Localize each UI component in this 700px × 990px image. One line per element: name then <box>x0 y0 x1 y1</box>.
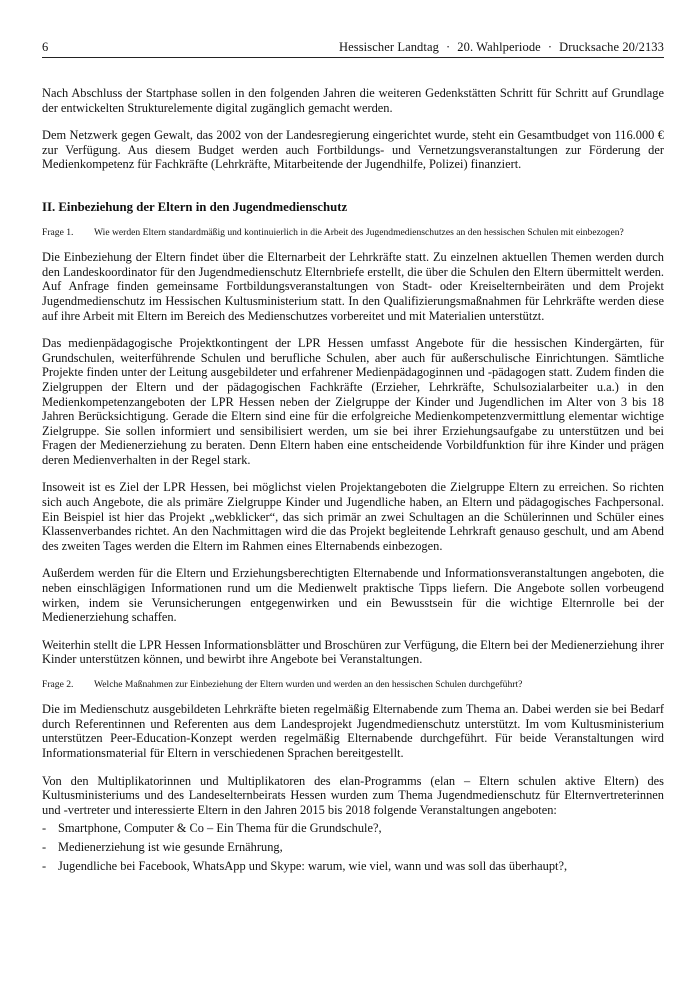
header-separator: · <box>547 40 553 54</box>
page-number: 6 <box>42 40 49 54</box>
legislative-period: 20. Wahlperiode <box>457 40 541 54</box>
paragraph: Die im Medienschutz ausgebildeten Lehrkräfte bieten regelmäßig Elternabende zum Thema an. Dabei werden sie bei Bedarf durch Referentinnen und Referenten aus dem Landesprojekt Jugendmedienschutz unterstützt. Im vom Kultusministerium unterstützen Peer-Education-Konzept werden regelmäßig Elternabende durchgeführt. Für beide Veranstaltungen wird Informationsmaterial für Eltern in verschiedenen Sprachen bereitgestellt. <box>42 702 664 760</box>
dash-bullet: - <box>42 858 47 873</box>
paragraph: Weiterhin stellt die LPR Hessen Informationsblätter und Broschüren zur Verfügung, die Eltern bei der Medienerziehung ihrer Kinder unterstützen können, und bewirbt ihre Angebote bei Veranstaltungen. <box>42 637 664 667</box>
question-1 <box>42 227 664 238</box>
list-item <box>42 859 664 874</box>
question-2 <box>42 679 664 690</box>
list-item-text: Jugendliche bei Facebook, WhatsApp und Skype: warum, wie viel, wann und was soll das überhaupt?, <box>58 858 568 873</box>
list-item <box>42 840 664 855</box>
paragraph: Außerdem werden für die Eltern und Erziehungsberechtigten Elternabende und Informationsveranstaltungen angeboten, die neben einschlägigen Informationen rund um die Medienwelt praktische Tipps liefern. Die Angebote sollen vorbeugend wirken, indem sie Verunsicherungen entgegenwirken und ein Bewusstsein für die wichtige Elternrolle bei der Medienerziehung schaffen. <box>42 566 664 625</box>
question-label: Frage 2. <box>42 679 74 691</box>
paragraph: Dem Netzwerk gegen Gewalt, das 2002 von der Landesregierung eingerichtet wurde, steht ein Gesamtbudget von 116.000 € zur Verfügung. Aus diesem Budget werden auch Fortbildungs- und Vernetzungsveranstaltungen zur Förderung der Medienkompetenz für Fachkräfte (Lehrkräfte, Mitarbeitende der Jugendhilfe, Polizei) finanziert. <box>42 128 664 172</box>
header-separator: · <box>445 40 451 54</box>
event-list <box>42 821 664 873</box>
document-number: Drucksache 20/2133 <box>559 40 664 54</box>
list-item-text: Smartphone, Computer & Co – Ein Thema für die Grundschule?, <box>58 821 382 836</box>
paragraph: Die Einbeziehung der Eltern findet über die Elternarbeit der Lehrkräfte statt. Zu einzelnen aktuellen Themen werden durch den Landeskoordinator für den Jugendmedienschutz Elternbriefe erstellt, die über die Schulen den Eltern übermittelt werden. Auf Anfrage finden gemeinsame Fortbildungsveranstaltungen von Stadt- oder Kreiselternbeiräten und dem Projekt Jugendmedienschutz im Hessischen Kultusministerium statt. In den Qualifizierungsmaßnahmen für Lehrkräfte werden diese auf ihre Arbeit mit Eltern im Bereich des Medienschutzes vorbereitet und mit Materialien unterstützt. <box>42 250 664 323</box>
paragraph: Insoweit ist es Ziel der LPR Hessen, bei möglichst vielen Projektangeboten die Zielgruppe Eltern zu erreichen. So richten sich auch Angebote, die als primäre Zielgruppe Kinder und Jugendliche haben, an Eltern und pädagogisches Fachpersonal. Ein Beispiel ist hier das Projekt „webklicker“, das sich primär an zwei Schultagen an die Schülerinnen und Schüler eines Klassenverbandes richtet. An den Nachmittagen wird die das Projekt begleitende Lehrkraft genauso geschult, und am Abend des zweiten Tages werden die Eltern im Rahmen eines Elternabends einbezogen. <box>42 480 664 553</box>
paragraph: Von den Multiplikatorinnen und Multiplikatoren des elan-Programms (elan – Eltern schulen aktive Eltern) des Kultusministeriums und des Landeselternbeirats Hessen wurden zum Thema Jugendmedienschutz für Elternvertreterinnen und -vertreter und interessierte Eltern in den Jahren 2015 bis 2018 folgende Veranstaltungen angeboten: <box>42 773 664 817</box>
page-body <box>42 86 664 877</box>
question-label: Frage 1. <box>42 226 74 238</box>
dash-bullet: - <box>42 821 47 836</box>
page-header <box>42 40 664 58</box>
question-text: Welche Maßnahmen zur Einbeziehung der Eltern wurden und werden an den hessischen Schulen durchgeführt? <box>94 679 523 691</box>
list-item-text: Medienerziehung ist wie gesunde Ernährung, <box>58 839 283 854</box>
paragraph: Nach Abschluss der Startphase sollen in den folgenden Jahren die weiteren Gedenkstätten Schritt für Schritt auf Grundlage der entwickelten Strukturelemente digital zugänglich gemacht werden. <box>42 86 664 115</box>
question-text: Wie werden Eltern standardmäßig und kontinuierlich in die Arbeit des Jugendmedienschutzes an den hessischen Schulen mit einbezogen? <box>94 226 624 238</box>
section-heading: II. Einbeziehung der Eltern in den Jugendmedienschutz <box>42 199 348 214</box>
paragraph: Das medienpädagogische Projektkontingent der LPR Hessen umfasst Angebote für die hessischen Kindergärten, für Grundschulen, weiterführende Schulen und berufliche Schulen, aber auch für außerschulische Einrichtungen. Sämtliche Projekte finden unter der Leitung ausgebildeter und erfahrener Medienpädagoginnen und -pädagogen statt. Zudem finden die Zielgruppen der Eltern und der pädagogischen Fachkräfte (Erzieher, Lehrkräfte, Schulsozialarbeiter u.a.) in den Medienkompetenzangeboten der LPR Hessen neben der Zielgruppe der Kinder und Jugendlichen im Alter von 3 bis 18 Jahren Berücksichtigung. Gerade die Eltern sind eine für die erfolgreiche Medienkompetenzvermittlung elementar wichtige Zielgruppe. Sie sollen informiert und sensibilisiert werden, um sie bei ihrer Erziehungsaufgabe zu unterstützen und bei Fragen der Medienerziehung zu beraten. Denn Eltern haben eine entscheidende Vorbildfunktion für ihre Kinder und prägen deren Medienverhalten in der Regel stark. <box>42 336 664 467</box>
header-rule <box>42 57 664 58</box>
dash-bullet: - <box>42 839 47 854</box>
header-meta <box>339 40 664 55</box>
parliament-name: Hessischer Landtag <box>338 40 439 54</box>
list-item <box>42 821 664 836</box>
